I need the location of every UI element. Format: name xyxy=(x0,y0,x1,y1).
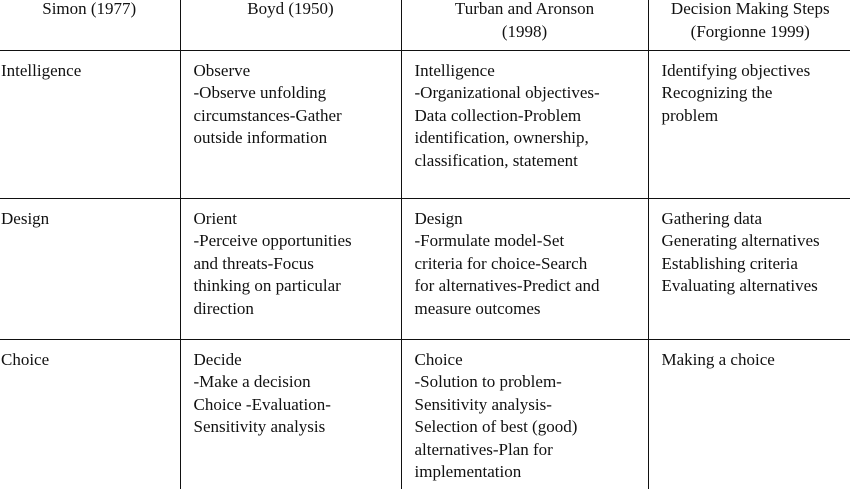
cell-line: Orient xyxy=(194,208,401,231)
cell-line: Gathering data xyxy=(662,208,850,231)
cell-line: Intelligence xyxy=(415,60,648,83)
cell-line: identification, ownership, xyxy=(415,127,648,150)
cell-line: Identifying objectives xyxy=(662,60,850,83)
cell-line: Decide xyxy=(194,349,401,372)
cell-line: -Organizational objectives- xyxy=(415,82,648,105)
cell-line: Data collection-Problem xyxy=(415,105,648,128)
boyd-cell xyxy=(180,198,401,339)
boyd-cell xyxy=(180,339,401,489)
cell-line: criteria for choice-Search xyxy=(415,253,648,276)
cell-line: Selection of best (good) xyxy=(415,416,648,439)
stage-label: Choice xyxy=(1,349,180,372)
cell-line: Observe xyxy=(194,60,401,83)
cell-line: Sensitivity analysis- xyxy=(415,394,648,417)
header-line: Boyd (1950) xyxy=(183,0,399,21)
forgionne-cell xyxy=(648,198,850,339)
cell-line: direction xyxy=(194,298,401,321)
cell-line: circumstances-Gather xyxy=(194,105,401,128)
cell-line: Sensitivity analysis xyxy=(194,416,401,439)
header-line: (1998) xyxy=(404,21,646,44)
turban-cell xyxy=(401,339,648,489)
cell-line: thinking on particular xyxy=(194,275,401,298)
cell-line: for alternatives-Predict and xyxy=(415,275,648,298)
header-line: Decision Making Steps xyxy=(651,0,850,21)
cell-line: alternatives-Plan for xyxy=(415,439,648,462)
cell-line: -Perceive opportunities xyxy=(194,230,401,253)
cell-line: measure outcomes xyxy=(415,298,648,321)
turban-cell xyxy=(401,198,648,339)
stage-cell xyxy=(0,339,180,489)
cell-line: Generating alternatives xyxy=(662,230,850,253)
forgionne-cell xyxy=(648,339,850,489)
cell-line: -Make a decision xyxy=(194,371,401,394)
table-row-choice xyxy=(0,339,850,489)
cell-line: Design xyxy=(415,208,648,231)
stage-label: Design xyxy=(1,208,180,231)
header-simon xyxy=(0,0,180,50)
table-row-design xyxy=(0,198,850,339)
boyd-cell xyxy=(180,50,401,198)
cell-line: Establishing criteria xyxy=(662,253,850,276)
cell-line: implementation xyxy=(415,461,648,484)
stage-cell xyxy=(0,198,180,339)
cell-line: Recognizing the xyxy=(662,82,850,105)
cell-line: -Formulate model-Set xyxy=(415,230,648,253)
header-line: Turban and Aronson xyxy=(404,0,646,21)
cell-line: -Solution to problem- xyxy=(415,371,648,394)
turban-cell xyxy=(401,50,648,198)
header-row xyxy=(0,0,850,50)
forgionne-cell xyxy=(648,50,850,198)
header-forgionne xyxy=(648,0,850,50)
header-line: Simon (1977) xyxy=(1,0,178,21)
stage-cell xyxy=(0,50,180,198)
stage-label: Intelligence xyxy=(1,60,180,83)
cell-line: and threats-Focus xyxy=(194,253,401,276)
cell-line: Making a choice xyxy=(662,349,850,372)
cell-line: problem xyxy=(662,105,850,128)
header-line: (Forgionne 1999) xyxy=(651,21,850,44)
cell-line: Evaluating alternatives xyxy=(662,275,850,298)
cell-line: Choice xyxy=(415,349,648,372)
cell-line: classification, statement xyxy=(415,150,648,173)
table-row-intelligence xyxy=(0,50,850,198)
cell-line: outside information xyxy=(194,127,401,150)
cell-line: -Observe unfolding xyxy=(194,82,401,105)
cell-line: Choice -Evaluation- xyxy=(194,394,401,417)
header-boyd xyxy=(180,0,401,50)
header-turban-aronson xyxy=(401,0,648,50)
